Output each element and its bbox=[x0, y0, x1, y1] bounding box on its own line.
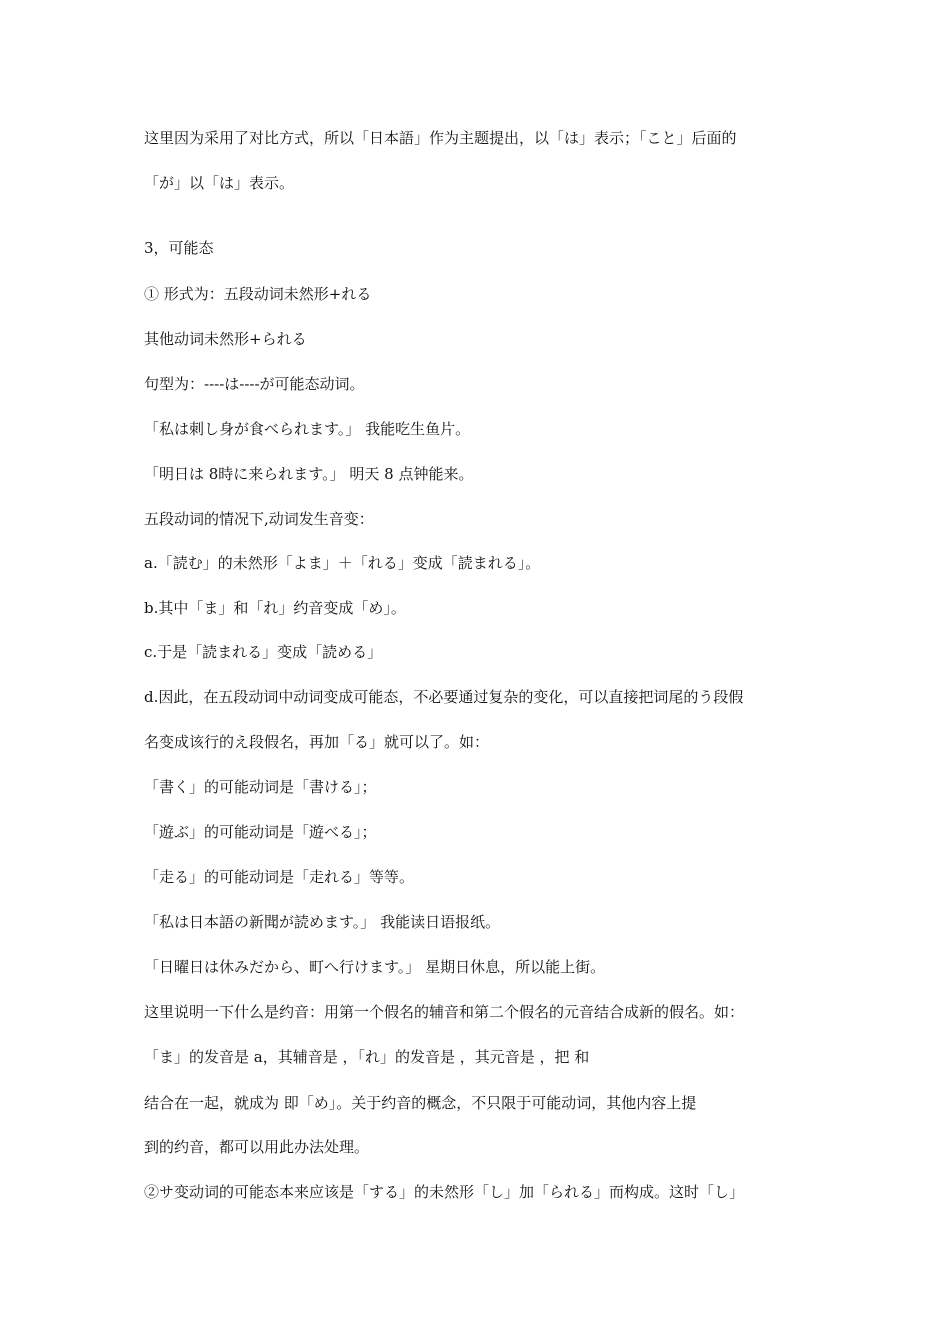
paragraph-line: 「ま」的发音是 a，其辅音是 ，「れ」的发音是 ，其元音是 ，把 和 bbox=[144, 1048, 590, 1066]
list-item: b.其中「ま」和「れ」约音变成「め」。 bbox=[144, 599, 406, 617]
paragraph-line: ① 形式为：五段动词未然形+れる bbox=[144, 285, 372, 303]
paragraph-line: 五段动词的情况下,动词发生音变： bbox=[144, 510, 374, 528]
example-sentence: 「私は日本語の新聞が読めます。」 我能读日语报纸。 bbox=[144, 913, 501, 931]
paragraph-line: 句型为：----は----が可能态动词。 bbox=[144, 375, 365, 393]
paragraph-line: 这里说明一下什么是约音：用第一个假名的辅音和第二个假名的元音结合成新的假名。如： bbox=[144, 1003, 745, 1021]
example-sentence: 「私は刺し身が食べられます。」 我能吃生鱼片。 bbox=[144, 420, 471, 438]
list-item: a.「読む」的未然形「よま」＋「れる」变成「読まれる」。 bbox=[144, 554, 541, 572]
section-heading: 3，可能态 bbox=[144, 239, 214, 257]
list-item: c.于是「読まれる」变成「読める」 bbox=[144, 643, 383, 661]
paragraph-line: 这里因为采用了对比方式，所以「日本語」作为主题提出，以「は」表示；「こと」后面的 bbox=[144, 129, 737, 147]
example-sentence: 「日曜日は休みだから、町へ行けます。」 星期日休息，所以能上街。 bbox=[144, 958, 606, 976]
example-line: 「遊ぶ」的可能动词是「遊べる」； bbox=[144, 823, 377, 841]
paragraph-line: 名变成该行的え段假名，再加「る」就可以了。如： bbox=[144, 733, 490, 751]
paragraph-line: ②サ变动词的可能态本来应该是「する」的未然形「し」加「られる」而构成。这时「し」 bbox=[144, 1183, 745, 1201]
paragraph-line: 到的约音，都可以用此办法处理。 bbox=[144, 1138, 370, 1156]
paragraph-line: 其他动词未然形+られる bbox=[144, 330, 307, 348]
paragraph-line: 结合在一起，就成为 即「め」。关于约音的概念，不只限于可能动词，其他内容上提 bbox=[144, 1094, 697, 1112]
list-item: d.因此，在五段动词中动词变成可能态，不必要通过复杂的变化，可以直接把词尾的う段假 bbox=[144, 688, 744, 706]
paragraph-line: 「が」以「は」表示。 bbox=[144, 174, 295, 192]
example-line: 「書く」的可能动词是「書ける」； bbox=[144, 778, 377, 796]
example-sentence: 「明日は 8時に来られます。」 明天 8 点钟能来。 bbox=[144, 465, 474, 483]
example-line: 「走る」的可能动词是「走れる」等等。 bbox=[144, 868, 415, 886]
